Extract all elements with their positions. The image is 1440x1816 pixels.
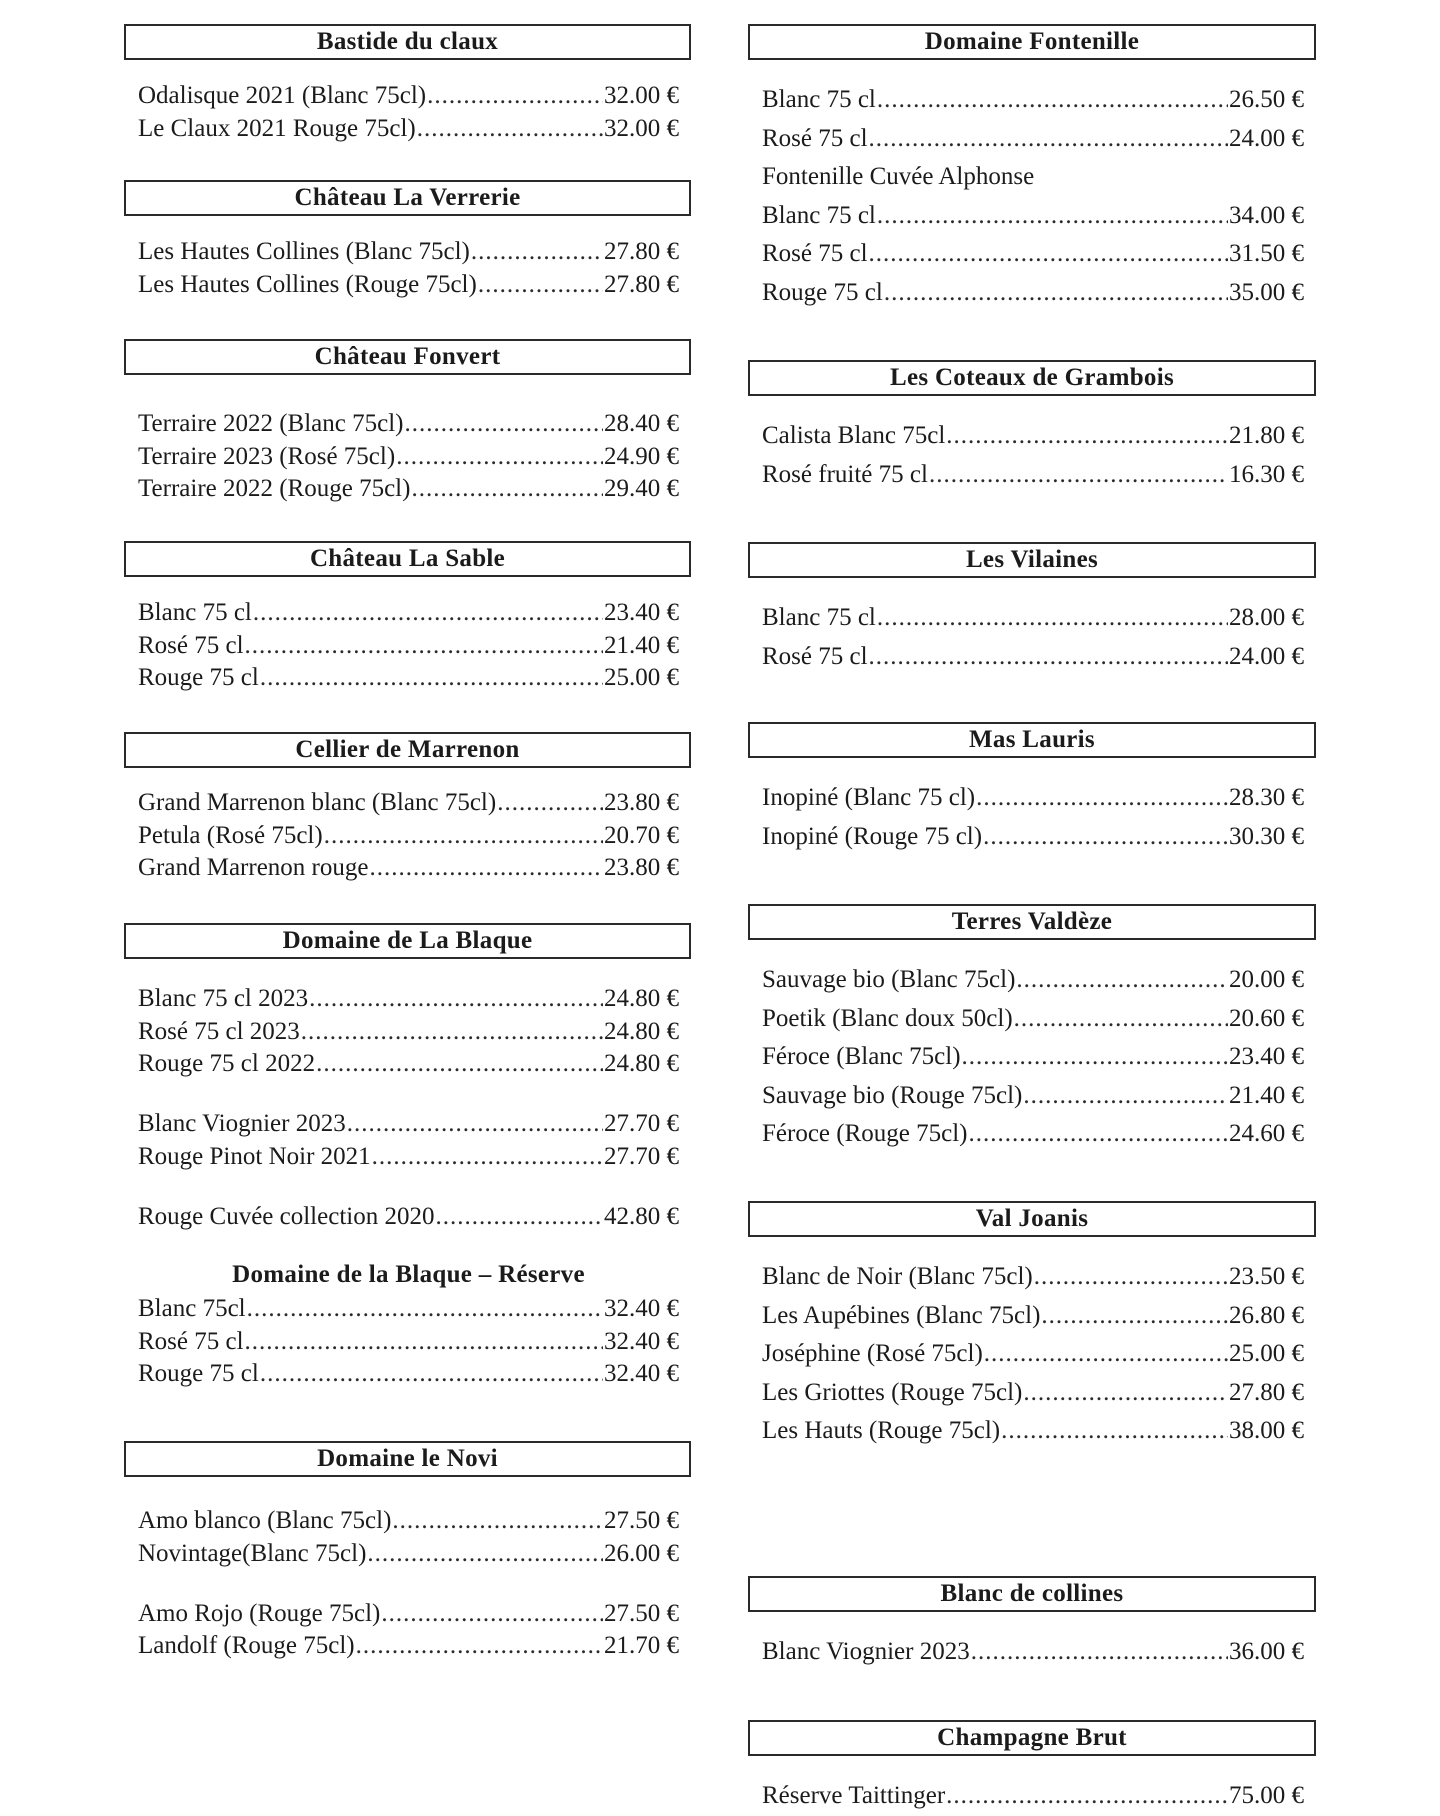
- dot-leader: [971, 1633, 1228, 1672]
- dot-leader: [405, 408, 604, 441]
- wine-list: [748, 1612, 1316, 1672]
- section-title: Château La Verrerie: [124, 180, 691, 216]
- wine-price: 75.00 €: [1229, 1782, 1304, 1809]
- dot-leader: [976, 779, 1228, 818]
- wine-price: 34.00 €: [1229, 201, 1304, 229]
- wine-item: [138, 269, 679, 302]
- spacer: [138, 1173, 679, 1201]
- wine-item: [138, 852, 679, 885]
- dot-leader: [427, 80, 603, 113]
- wine-item: [138, 630, 679, 663]
- wine-name: Amo blanco (Blanc 75cl): [138, 1507, 392, 1534]
- wine-item: [762, 1077, 1304, 1116]
- wine-item: [138, 1141, 679, 1174]
- wine-price: 27.80 €: [604, 238, 679, 265]
- wine-section: [124, 339, 691, 506]
- wine-list: [124, 959, 691, 1391]
- dot-leader: [435, 1201, 603, 1234]
- wine-price: 24.80 €: [604, 985, 679, 1012]
- wine-price: 24.00 €: [1229, 124, 1304, 152]
- wine-item: [138, 1538, 679, 1571]
- wine-item: [762, 599, 1304, 638]
- dot-leader: [347, 1108, 603, 1141]
- wine-price: 32.40 €: [604, 1295, 679, 1323]
- wine-price: 23.80 €: [604, 789, 679, 816]
- wine-price: 27.50 €: [604, 1507, 679, 1534]
- wine-item: [138, 1598, 679, 1631]
- wine-section: [748, 24, 1316, 312]
- dot-leader: [245, 630, 603, 663]
- wine-list: [748, 1237, 1316, 1451]
- wine-name: Blanc 75 cl: [762, 604, 876, 631]
- wine-price: 23.80 €: [604, 854, 679, 881]
- dot-leader: [301, 1016, 603, 1049]
- dot-leader: [877, 197, 1228, 236]
- wine-list: [748, 940, 1316, 1154]
- wine-list: [124, 768, 691, 885]
- dot-leader: [497, 787, 603, 820]
- wine-list: [748, 1756, 1316, 1816]
- wine-item: [138, 662, 679, 695]
- section-title: Château Fonvert: [124, 339, 691, 375]
- wine-item: [138, 236, 679, 269]
- dot-leader: [983, 818, 1228, 857]
- wine-name: Calista Blanc 75cl: [762, 422, 946, 449]
- section-title: Val Joanis: [748, 1201, 1316, 1237]
- dot-leader: [1023, 1374, 1228, 1413]
- section-title: Mas Lauris: [748, 722, 1316, 758]
- wine-item: [762, 1374, 1304, 1413]
- section-title: Les Coteaux de Grambois: [748, 360, 1316, 396]
- wine-price: 27.50 €: [604, 1599, 679, 1627]
- wine-item: [762, 1000, 1304, 1039]
- wine-item: [762, 638, 1304, 677]
- wine-name: Poetik (Blanc doux 50cl): [762, 1004, 1013, 1032]
- dot-leader: [869, 235, 1228, 274]
- wine-price: 23.40 €: [604, 599, 679, 626]
- dot-leader: [968, 1115, 1228, 1154]
- wine-item: [138, 1108, 679, 1141]
- wine-name: Le Claux 2021 Rouge 75cl): [138, 114, 416, 142]
- wine-section: [124, 923, 691, 1391]
- wine-section: [748, 904, 1316, 1154]
- dot-leader: [471, 236, 603, 269]
- section-title: Domaine de La Blaque: [124, 923, 691, 959]
- wine-price: 36.00 €: [1229, 1638, 1304, 1665]
- wine-section: [124, 24, 691, 145]
- wine-item: [138, 473, 679, 506]
- wine-item: [138, 1293, 679, 1326]
- wine-price: 16.30 €: [1229, 460, 1304, 488]
- wine-price: 27.80 €: [1229, 1378, 1304, 1406]
- wine-name: Blanc 75 cl: [762, 201, 876, 229]
- wine-item: [138, 1505, 679, 1538]
- wine-name: Blanc 75cl: [138, 1295, 246, 1323]
- dot-leader: [1016, 961, 1228, 1000]
- wine-item: [762, 1038, 1304, 1077]
- wine-price: 32.00 €: [604, 82, 679, 109]
- dot-leader: [1023, 1077, 1228, 1116]
- wine-section: [748, 1201, 1316, 1451]
- wine-item: [762, 1777, 1304, 1816]
- dot-leader: [356, 1630, 603, 1663]
- wine-list: [748, 60, 1316, 312]
- wine-name: Rosé fruité 75 cl: [762, 460, 928, 488]
- wine-price: 28.30 €: [1229, 784, 1304, 811]
- wine-price: 28.00 €: [1229, 604, 1304, 631]
- wine-list: [124, 60, 691, 145]
- wine-item: [762, 1297, 1304, 1336]
- wine-name: Rouge 75 cl: [138, 664, 259, 691]
- wine-price: 29.40 €: [604, 475, 679, 502]
- wine-price: 28.40 €: [604, 410, 679, 437]
- wine-item: [762, 779, 1304, 818]
- wine-item: [138, 1201, 679, 1234]
- wine-section: [748, 360, 1316, 494]
- wine-price: 26.80 €: [1229, 1301, 1304, 1329]
- dot-leader: [392, 1505, 603, 1538]
- wine-name: Rosé 75 cl: [762, 642, 868, 670]
- dot-leader: [1041, 1297, 1228, 1336]
- dot-leader: [396, 441, 603, 474]
- wine-name: Terraire 2022 (Rouge 75cl): [138, 475, 411, 502]
- wine-section: [124, 541, 691, 695]
- wine-name: Rosé 75 cl: [138, 1327, 244, 1355]
- dot-leader: [946, 417, 1228, 456]
- wine-item: [762, 961, 1304, 1000]
- wine-price: 38.00 €: [1229, 1417, 1304, 1444]
- wine-name: Blanc 75 cl: [762, 86, 876, 113]
- wine-item: [762, 274, 1304, 313]
- wine-price: 26.00 €: [604, 1539, 679, 1567]
- wine-name: Grand Marrenon blanc (Blanc 75cl): [138, 789, 497, 816]
- wine-price: 24.60 €: [1229, 1120, 1304, 1147]
- wine-name: Blanc 75 cl 2023: [138, 985, 309, 1012]
- wine-name: Inopiné (Rouge 75 cl): [762, 822, 983, 850]
- wine-price: 21.40 €: [604, 631, 679, 659]
- wine-item: [762, 1258, 1304, 1297]
- wine-item: [138, 113, 679, 146]
- wine-name: Rouge 75 cl: [138, 1360, 259, 1388]
- wine-item: [138, 1016, 679, 1049]
- wine-item: [138, 597, 679, 630]
- wine-item: [762, 417, 1304, 456]
- wine-price: 23.40 €: [1229, 1043, 1304, 1070]
- wine-section: [748, 1576, 1316, 1672]
- dot-leader: [372, 1141, 603, 1174]
- section-title: Cellier de Marrenon: [124, 732, 691, 768]
- wine-item: [138, 1630, 679, 1663]
- wine-name: Odalisque 2021 (Blanc 75cl): [138, 82, 427, 109]
- wine-name: Blanc Viognier 2023: [762, 1638, 970, 1665]
- wine-name: Amo Rojo (Rouge 75cl): [138, 1599, 381, 1627]
- wine-item: [138, 441, 679, 474]
- wine-section: [124, 180, 691, 301]
- dot-leader: [884, 274, 1228, 313]
- wine-name: Sauvage bio (Rouge 75cl): [762, 1081, 1023, 1109]
- dot-leader: [411, 473, 603, 506]
- wine-name: Rouge Pinot Noir 2021: [138, 1142, 371, 1170]
- spacer: [138, 1570, 679, 1598]
- wine-item: [138, 787, 679, 820]
- dot-leader: [869, 120, 1228, 159]
- wine-name: Les Hautes Collines (Rouge 75cl): [138, 270, 477, 298]
- dot-leader: [946, 1777, 1228, 1816]
- wine-name: Blanc Viognier 2023: [138, 1110, 346, 1138]
- wine-section: [748, 722, 1316, 856]
- wine-name: Landolf (Rouge 75cl): [138, 1632, 355, 1660]
- wine-price: 26.50 €: [1229, 86, 1304, 113]
- wine-item: [762, 1633, 1304, 1672]
- wine-item: [762, 235, 1304, 274]
- dot-leader: [1014, 1000, 1228, 1039]
- dot-leader: [877, 599, 1228, 638]
- wine-price: 32.00 €: [604, 114, 679, 142]
- wine-list: [124, 216, 691, 301]
- wine-item: [138, 1048, 679, 1081]
- dot-leader: [1034, 1258, 1228, 1297]
- wine-name: Petula (Rosé 75cl): [138, 821, 323, 849]
- wine-name: Rosé 75 cl 2023: [138, 1017, 300, 1045]
- spacer: [138, 1233, 679, 1261]
- dot-leader: [369, 852, 603, 885]
- wine-price: 21.40 €: [1229, 1081, 1304, 1109]
- wine-price: 27.80 €: [604, 270, 679, 298]
- wine-name: Blanc de Noir (Blanc 75cl): [762, 1263, 1033, 1290]
- wine-item: [138, 1358, 679, 1391]
- wine-name: Réserve Taittinger: [762, 1782, 946, 1809]
- wine-name: Rosé 75 cl: [762, 124, 868, 152]
- wine-name: Les Hauts (Rouge 75cl): [762, 1417, 1001, 1444]
- wine-list: [124, 375, 691, 506]
- wine-price: 20.60 €: [1229, 1004, 1304, 1032]
- wine-name: Sauvage bio (Blanc 75cl): [762, 966, 1016, 993]
- dot-leader: [1001, 1412, 1228, 1451]
- dot-leader: [253, 597, 603, 630]
- dot-leader: [962, 1038, 1228, 1077]
- dot-leader: [929, 456, 1228, 495]
- wine-item: [762, 456, 1304, 495]
- dot-leader: [247, 1293, 603, 1326]
- wine-item: [762, 197, 1304, 236]
- wine-item: [762, 81, 1304, 120]
- dot-leader: [245, 1326, 603, 1359]
- wine-name: Rosé 75 cl: [138, 631, 244, 659]
- dot-leader: [316, 1048, 603, 1081]
- wine-item: [762, 120, 1304, 159]
- wine-price: 23.50 €: [1229, 1263, 1304, 1290]
- wine-list: [124, 1477, 691, 1663]
- dot-leader: [478, 269, 603, 302]
- wine-price: 25.00 €: [1229, 1340, 1304, 1367]
- dot-leader: [324, 820, 603, 853]
- dot-leader: [877, 81, 1228, 120]
- sub-section-title: Domaine de la Blaque – Réserve: [232, 1260, 585, 1288]
- section-title: Champagne Brut: [748, 1720, 1316, 1756]
- wine-name: Inopiné (Blanc 75 cl): [762, 784, 976, 811]
- section-title: Blanc de collines: [748, 1576, 1316, 1612]
- spacer: [138, 1081, 679, 1109]
- wine-name: Joséphine (Rosé 75cl): [762, 1340, 983, 1367]
- wine-price: 42.80 €: [604, 1202, 679, 1230]
- wine-item: [138, 408, 679, 441]
- wine-name: Terraire 2022 (Blanc 75cl): [138, 410, 404, 437]
- wine-price: 20.70 €: [604, 821, 679, 849]
- wine-price: 25.00 €: [604, 664, 679, 691]
- wine-price: 24.00 €: [1229, 642, 1304, 670]
- wine-price: 35.00 €: [1229, 278, 1304, 306]
- wine-price: 27.70 €: [604, 1110, 679, 1138]
- wine-price: 24.80 €: [604, 1050, 679, 1077]
- wine-list: [748, 396, 1316, 494]
- wine-section: [124, 732, 691, 885]
- wine-name: Féroce (Blanc 75cl): [762, 1043, 961, 1070]
- wine-name: Blanc 75 cl: [138, 599, 252, 626]
- wine-price: 20.00 €: [1229, 966, 1304, 993]
- wine-price: 32.40 €: [604, 1327, 679, 1355]
- wine-name: Novintage(Blanc 75cl): [138, 1539, 367, 1567]
- wine-price: 30.30 €: [1229, 822, 1304, 850]
- wine-price: 21.80 €: [1229, 422, 1304, 449]
- dot-leader: [260, 1358, 603, 1391]
- section-title: Domaine le Novi: [124, 1441, 691, 1477]
- wine-price: 24.80 €: [604, 1017, 679, 1045]
- wine-list: [124, 577, 691, 695]
- wine-section: [124, 1441, 691, 1663]
- dot-leader: [984, 1335, 1228, 1374]
- wine-item: [762, 818, 1304, 857]
- dot-leader: [309, 983, 603, 1016]
- wine-name: Rosé 75 cl: [762, 240, 868, 267]
- wine-item: [762, 1412, 1304, 1451]
- dot-leader: [260, 662, 603, 695]
- wine-list: [748, 758, 1316, 856]
- dot-leader: [367, 1538, 603, 1571]
- wine-name: Rouge 75 cl: [762, 278, 883, 306]
- wine-price: 32.40 €: [604, 1360, 679, 1388]
- wine-price: 24.90 €: [604, 442, 679, 470]
- wine-price: 31.50 €: [1229, 240, 1304, 267]
- section-title: Terres Valdèze: [748, 904, 1316, 940]
- wine-item: [138, 820, 679, 853]
- wine-name: Rouge Cuvée collection 2020: [138, 1202, 435, 1230]
- dot-leader: [869, 638, 1228, 677]
- wine-group-label: Fontenille Cuvée Alphonse: [762, 163, 1035, 190]
- wine-name: Les Aupébines (Blanc 75cl): [762, 1301, 1041, 1329]
- wine-section: [748, 542, 1316, 676]
- section-title: Château La Sable: [124, 541, 691, 577]
- section-title: Les Vilaines: [748, 542, 1316, 578]
- wine-price: 27.70 €: [604, 1142, 679, 1170]
- wine-list: [748, 578, 1316, 676]
- wine-name: Rouge 75 cl 2022: [138, 1050, 316, 1077]
- wine-name: Les Hautes Collines (Blanc 75cl): [138, 238, 470, 265]
- wine-name: Féroce (Rouge 75cl): [762, 1120, 968, 1147]
- wine-item: [138, 983, 679, 1016]
- wine-name: Grand Marrenon rouge: [138, 854, 369, 881]
- wine-section: [748, 1720, 1316, 1816]
- wine-name: Les Griottes (Rouge 75cl): [762, 1378, 1023, 1406]
- wine-name: Terraire 2023 (Rosé 75cl): [138, 442, 396, 470]
- dot-leader: [381, 1598, 603, 1631]
- wine-item: [762, 1335, 1304, 1374]
- wine-price: 21.70 €: [604, 1632, 679, 1660]
- wine-item: [138, 1326, 679, 1359]
- wine-item: [762, 1115, 1304, 1154]
- wine-item: [138, 80, 679, 113]
- section-title: Bastide du claux: [124, 24, 691, 60]
- dot-leader: [417, 113, 603, 146]
- section-title: Domaine Fontenille: [748, 24, 1316, 60]
